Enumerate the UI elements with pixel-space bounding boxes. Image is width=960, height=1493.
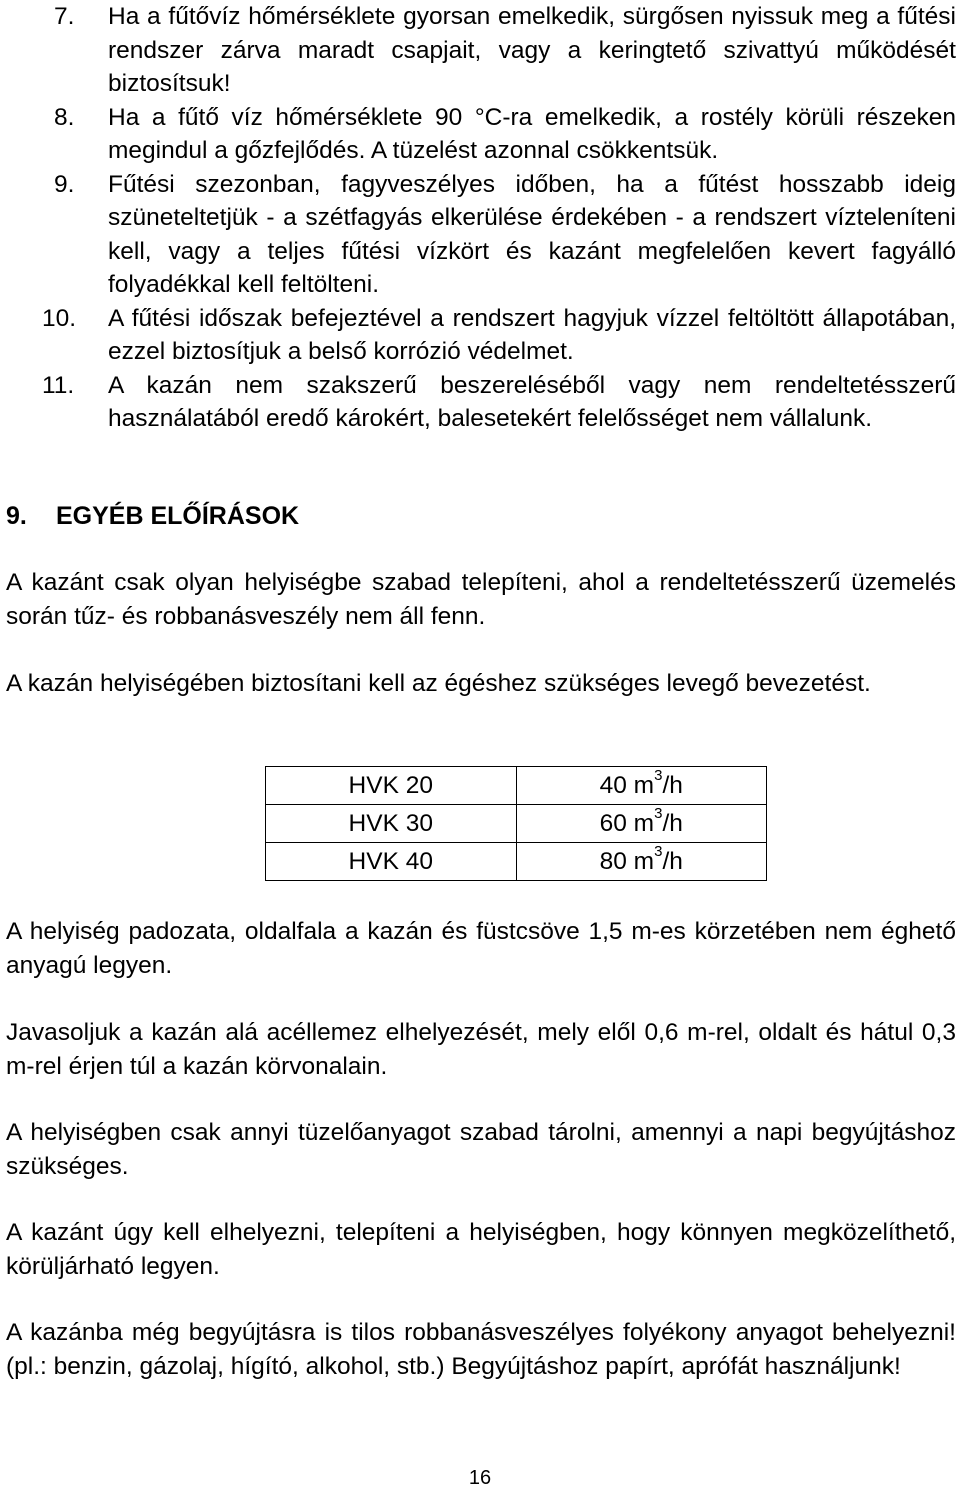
list-item (6, 0, 956, 101)
list-item-text: A fűtési időszak befejeztével a rendszert hagyjuk vízzel feltöltött állapotában, ezzel biztosítjuk a belső korrózió védelmet. (108, 304, 956, 365)
list-item-number: 8. (54, 103, 75, 131)
list-item-text: Fűtési szezonban, fagyveszélyes időben, ha a fűtést hosszabb ideig szüneteltetjük - a szétfagyás elkerülése érdekében - a rendszert vízteleníteni kell, vagy a teljes fűtési vízkört és kazánt megfelelően kevert fagyálló folyadékkal kell feltölteni. (108, 170, 956, 298)
section-heading (6, 500, 299, 533)
table-cell-model: HVK 30 (266, 805, 517, 843)
air-requirement-table (265, 766, 767, 881)
list-item-text: Ha a fűtő víz hőmérséklete 90 °C-ra emelkedik, a rostély körüli részeken megindul a gőzfejlődés. A tüzelést azonnal csökkentsük. (108, 103, 956, 164)
list-item (6, 101, 956, 168)
paragraph: A helyiség padozata, oldalfala a kazán és füstcsöve 1,5 m-es körzetében nem éghető anyagú legyen. (6, 918, 956, 979)
list-item-number: 10. (42, 304, 77, 332)
paragraph: A kazánba még begyújtásra is tilos robbanásveszélyes folyékony anyagot behelyezni! (pl.: benzin, gázolaj, hígító, alkohol, stb.) Begyújtáshoz papírt, aprófát használjunk! (6, 1319, 956, 1380)
section-title: EGYÉB ELŐÍRÁSOK (56, 502, 300, 530)
table-cell-value: 80 $m^3/h$ (516, 843, 767, 881)
section-number: 9. (6, 502, 27, 530)
table-cell-value: 60 $m^3/h$ (516, 805, 767, 843)
list-item (6, 369, 956, 436)
list-item-number: 11. (42, 371, 75, 399)
table-cell-model: HVK 20 (266, 767, 517, 805)
table-row (266, 805, 767, 843)
paragraph: A helyiségben csak annyi tüzelőanyagot szabad tárolni, amennyi a napi begyújtáshoz szükséges. (6, 1119, 956, 1180)
paragraph: A kazán helyiségében biztosítani kell az égéshez szükséges levegő bevezetést. (6, 670, 871, 697)
table-cell-model: HVK 40 (266, 843, 517, 881)
document-page (6, 0, 956, 1380)
paragraph: Javasoljuk a kazán alá acéllemez elhelyezését, mely elől 0,6 m-rel, oldalt és hátul 0,3 m-rel érjen túl a kazán körvonalain. (6, 1019, 956, 1080)
list-item (6, 302, 956, 369)
table-row (266, 843, 767, 881)
paragraph: A kazánt csak olyan helyiségbe szabad telepíteni, ahol a rendeltetésszerű üzemelés során tűz- és robbanásveszély nem áll fenn. (6, 569, 956, 630)
list-item-text: A kazán nem szakszerű beszereléséből vagy nem rendeltetésszerű használatából eredő károkért, balesetekért felelősséget nem vállalunk. (108, 371, 956, 432)
list-item-text: Ha a fűtővíz hőmérséklete gyorsan emelkedik, sürgősen nyissuk meg a fűtési rendszer zárva maradt csapjait, vagy a keringtető szivattyú működését biztosítsuk! (108, 3, 956, 97)
table-row (266, 767, 767, 805)
list-item-number: 9. (54, 170, 75, 198)
table-cell-value: 40 $m^3/h$ (516, 767, 767, 805)
instruction-list (6, 0, 956, 436)
list-item (6, 168, 956, 302)
paragraph: A kazánt úgy kell elhelyezni, telepíteni a helyiségben, hogy könnyen megközelíthető, körüljárható legyen. (6, 1219, 956, 1280)
page-number: 16 (468, 1467, 492, 1489)
list-item-number: 7. (54, 3, 75, 30)
